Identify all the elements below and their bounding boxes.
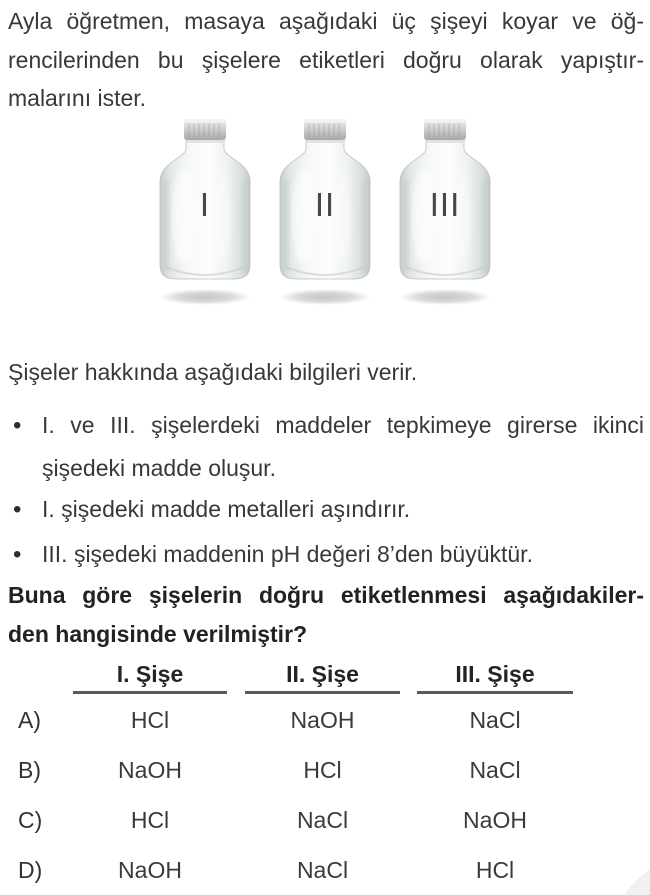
bottle-shadow <box>159 289 251 305</box>
glass-shading <box>362 181 367 273</box>
bullet-marker: • <box>13 541 22 568</box>
cap-ridges <box>189 122 219 137</box>
option-d-col2: NaCl <box>296 857 349 883</box>
intro-line-2: rencilerinden bu şişelere etiketleri doğru olarak yapıştır- <box>8 46 644 73</box>
table-header-col1: I. Şişe <box>73 659 227 694</box>
glass-highlight <box>172 169 194 265</box>
option-letter-d: D) <box>18 857 43 883</box>
bottle-shadow <box>279 289 371 305</box>
question-intro <box>8 2 644 118</box>
cap-rim <box>184 119 226 123</box>
cap-ridges <box>309 122 339 137</box>
glass-highlight <box>215 173 231 261</box>
glass-shading <box>403 181 408 273</box>
glass-highlight <box>292 169 314 265</box>
option-a-col2: NaOH <box>290 707 355 733</box>
cap-rim <box>304 119 346 123</box>
intro-line-1: Ayla öğretmen, masaya aşağıdaki üç şişeyi koyar ve öğ- <box>8 8 644 34</box>
option-c-col1: HCl <box>130 807 170 833</box>
option-b-col3: NaCl <box>469 757 521 783</box>
table-header-col2: II. Şişe <box>245 659 400 694</box>
option-letter-c: C) <box>18 807 43 833</box>
option-b-col2: HCl <box>303 757 342 783</box>
option-a-col1: HCl <box>130 707 170 733</box>
info-heading: Şişeler hakkında aşağıdaki bilgileri verir. <box>8 359 418 385</box>
option-letter-b: B) <box>18 757 41 783</box>
bullet-1-line-1: I. ve III. şişelerdeki maddeler tepkimeye girerse ikinci <box>42 412 644 438</box>
bottle-label: III <box>429 186 461 223</box>
glass-shading <box>242 181 247 273</box>
option-a-col3: NaCl <box>469 707 521 733</box>
option-c-col3: NaOH <box>463 807 527 833</box>
question-line-1: Buna göre şişelerin doğru etiketlenmesi aşağıdakiler- <box>8 582 644 608</box>
bottle-illustration-2 <box>276 117 374 309</box>
corner-watermark-circle <box>608 853 650 895</box>
bullet-3-line-1: III. şişedeki maddenin pH değeri 8’den büyüktür. <box>42 541 533 567</box>
intro-line-3: malarını ister. <box>8 85 147 111</box>
option-d-col3: HCl <box>475 857 515 883</box>
option-c-col2: NaCl <box>296 807 349 833</box>
bottle-label: I <box>199 186 211 223</box>
cap-rim <box>424 119 466 123</box>
option-d-col1: NaOH <box>118 857 182 883</box>
bottles-figure <box>0 117 650 313</box>
glass-shading <box>482 181 487 273</box>
bullet-marker: • <box>13 496 22 523</box>
question-stem <box>8 576 644 653</box>
bottle-shadow <box>399 289 491 305</box>
question-line-2: den hangisinde verilmiştir? <box>8 620 308 647</box>
bullet-item-1 <box>8 404 644 490</box>
glass-shading <box>283 181 288 273</box>
option-b-col1: NaOH <box>118 757 182 783</box>
cap-ridges <box>429 122 459 137</box>
bullet-1-line-2: şişedeki madde oluşur. <box>42 455 276 481</box>
bullet-item-2 <box>8 488 644 531</box>
bullet-2-line-1: I. şişedeki madde metalleri aşındırır. <box>42 496 411 522</box>
glass-highlight <box>335 173 351 261</box>
glass-shading <box>163 181 168 273</box>
bullet-item-3 <box>8 533 644 576</box>
bullet-marker: • <box>13 412 22 439</box>
bottle-label: II <box>314 186 336 223</box>
bottle-illustration-1 <box>156 117 254 309</box>
option-letter-a: A) <box>18 707 41 733</box>
bottle-illustration-3 <box>396 117 494 309</box>
table-header-col3: III. Şişe <box>417 659 573 694</box>
